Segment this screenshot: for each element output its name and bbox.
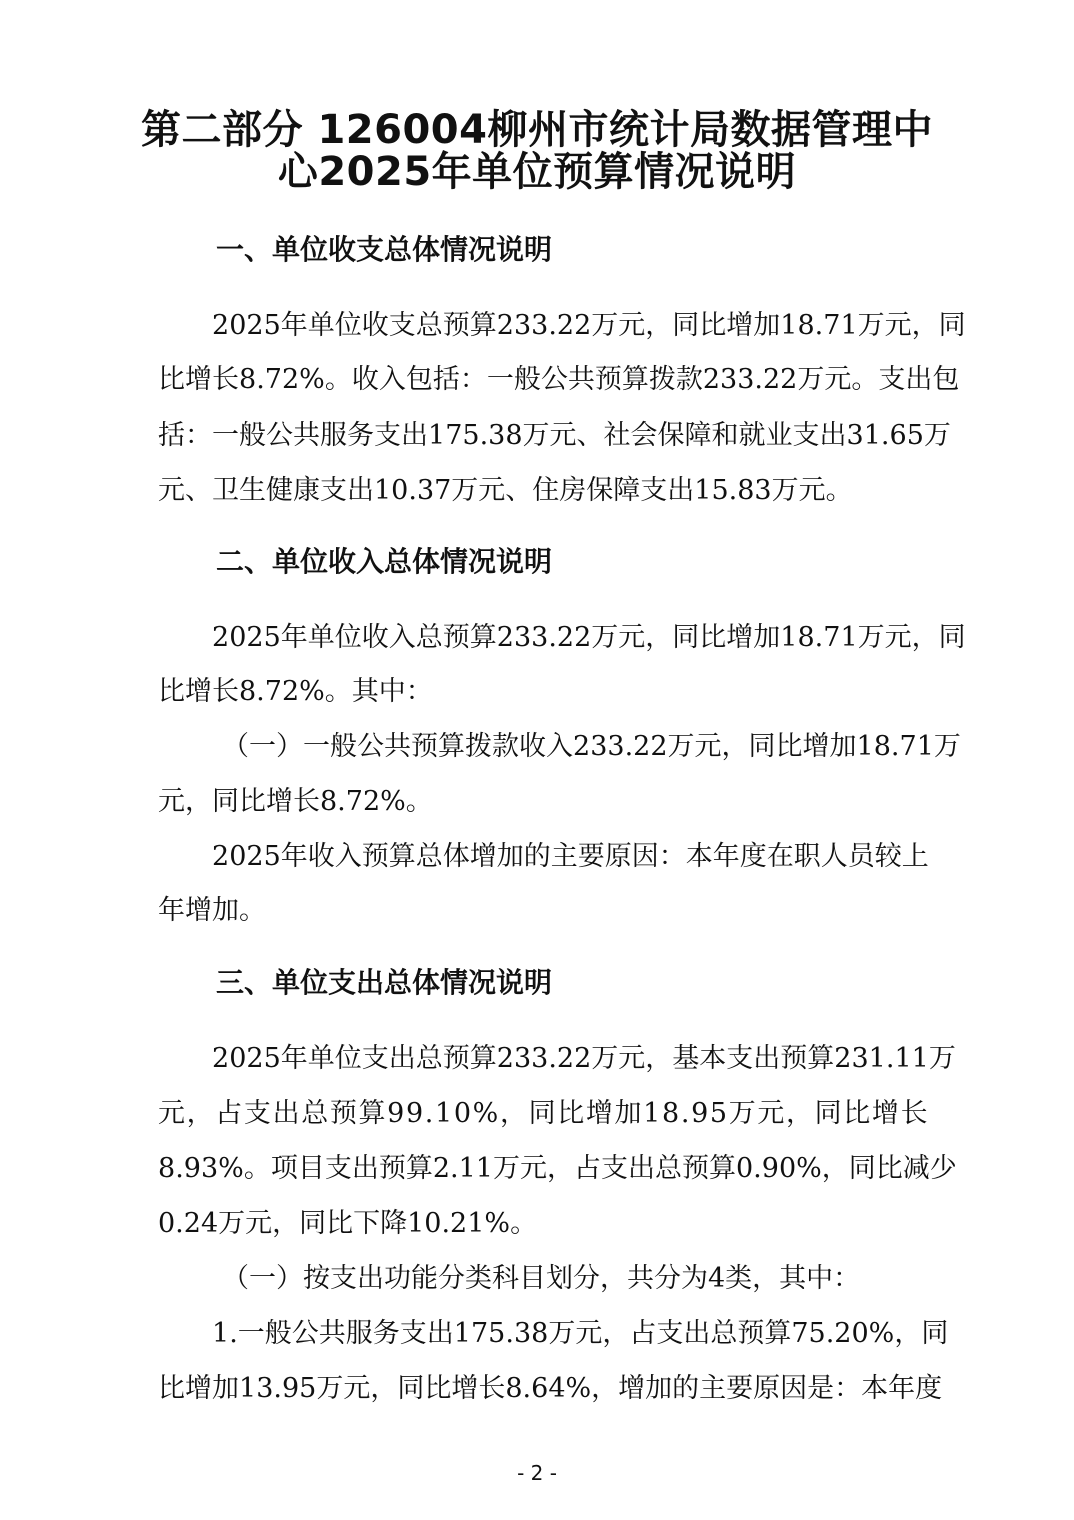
section-3-paragraph-line: 0.24万元，同比下降10.21%。 (158, 1208, 538, 1239)
section-1-heading: 一、单位收支总体情况说明 (216, 233, 553, 266)
section-2-paragraph-line: 元，同比增长8.72%。 (158, 786, 433, 817)
section-3-paragraph-line: 8 . 9 3 % 。 项 目 支 出 预 算 2 . 1 1 万 元 ， 占 支 出 总 预 算 0 . 9 0 % ， 同 比 减 少 (158, 1153, 957, 1184)
section-1-paragraph-line: 比 增 长 8 . 7 2 % 。 收 入 包 括 ： 一 般 公 共 预 算 拨 款 2 3 3 . 2 2 万 元 。 支 出 包 (158, 364, 960, 395)
section-2-paragraph-line: 年增加。 (158, 895, 266, 926)
section-3-paragraph-line: 2 0 2 5 年 单 位 支 出 总 预 算 2 3 3 . 2 2 万 元 ， 基 本 支 出 预 算 2 3 1 . 1 1 万 (212, 1043, 956, 1074)
section-1-paragraph-line: 元、卫生健康支出10.37万元、住房保障支出15.83万元。 (158, 475, 853, 506)
section-3-paragraph-line: 元 ， 占 支 出 总 预 算 9 9 . 1 0 % ， 同 比 增 加 1 8 . 9 5 万 元 ， 同 比 增 长 (158, 1098, 928, 1129)
section-2-paragraph-line: 2 0 2 5 年 收 入 预 算 总 体 增 加 的 主 要 原 因 ： 本 年 度 在 职 人 员 较 上 (212, 841, 929, 872)
document-title-line-1: 第二部分 126004柳州市统计局数据管理中 (141, 107, 933, 153)
section-2-paragraph-line: 比增长8.72%。其中： (158, 676, 433, 707)
document-title-line-2: 心2025年单位预算情况说明 (277, 149, 797, 195)
page-number: - 2 - (517, 1461, 557, 1485)
section-2-paragraph-line: （ 一 ） 一 般 公 共 预 算 拨 款 收 入 2 3 3 . 2 2 万 元 ， 同 比 增 加 1 8 . 7 1 万 (222, 731, 961, 762)
section-2-paragraph-line: 2 0 2 5 年 单 位 收 入 总 预 算 2 3 3 . 2 2 万 元 ， 同 比 增 加 1 8 . 7 1 万 元 ， 同 (212, 622, 966, 653)
section-3-heading: 三、单位支出总体情况说明 (216, 966, 553, 999)
section-3-paragraph-line: 1 . 一 般 公 共 服 务 支 出 1 7 5 . 3 8 万 元 ， 占 支 出 总 预 算 7 5 . 2 0 % ， 同 (212, 1318, 949, 1349)
section-3-paragraph-line: 比 增 加 1 3 . 9 5 万 元 ， 同 比 增 长 8 . 6 4 % ， 增 加 的 主 要 原 因 是 ： 本 年 度 (158, 1373, 943, 1404)
section-3-paragraph-line: （一）按支出功能分类科目划分，共分为4类，其中： (222, 1263, 861, 1294)
section-2-heading: 二、单位收入总体情况说明 (216, 545, 553, 578)
section-1-paragraph-line: 2 0 2 5 年 单 位 收 支 总 预 算 2 3 3 . 2 2 万 元 ， 同 比 增 加 1 8 . 7 1 万 元 ， 同 (212, 310, 966, 341)
section-1-paragraph-line: 括 ： 一 般 公 共 服 务 支 出 1 7 5 . 3 8 万 元 、 社 会 保 障 和 就 业 支 出 3 1 . 6 5 万 (158, 420, 951, 451)
